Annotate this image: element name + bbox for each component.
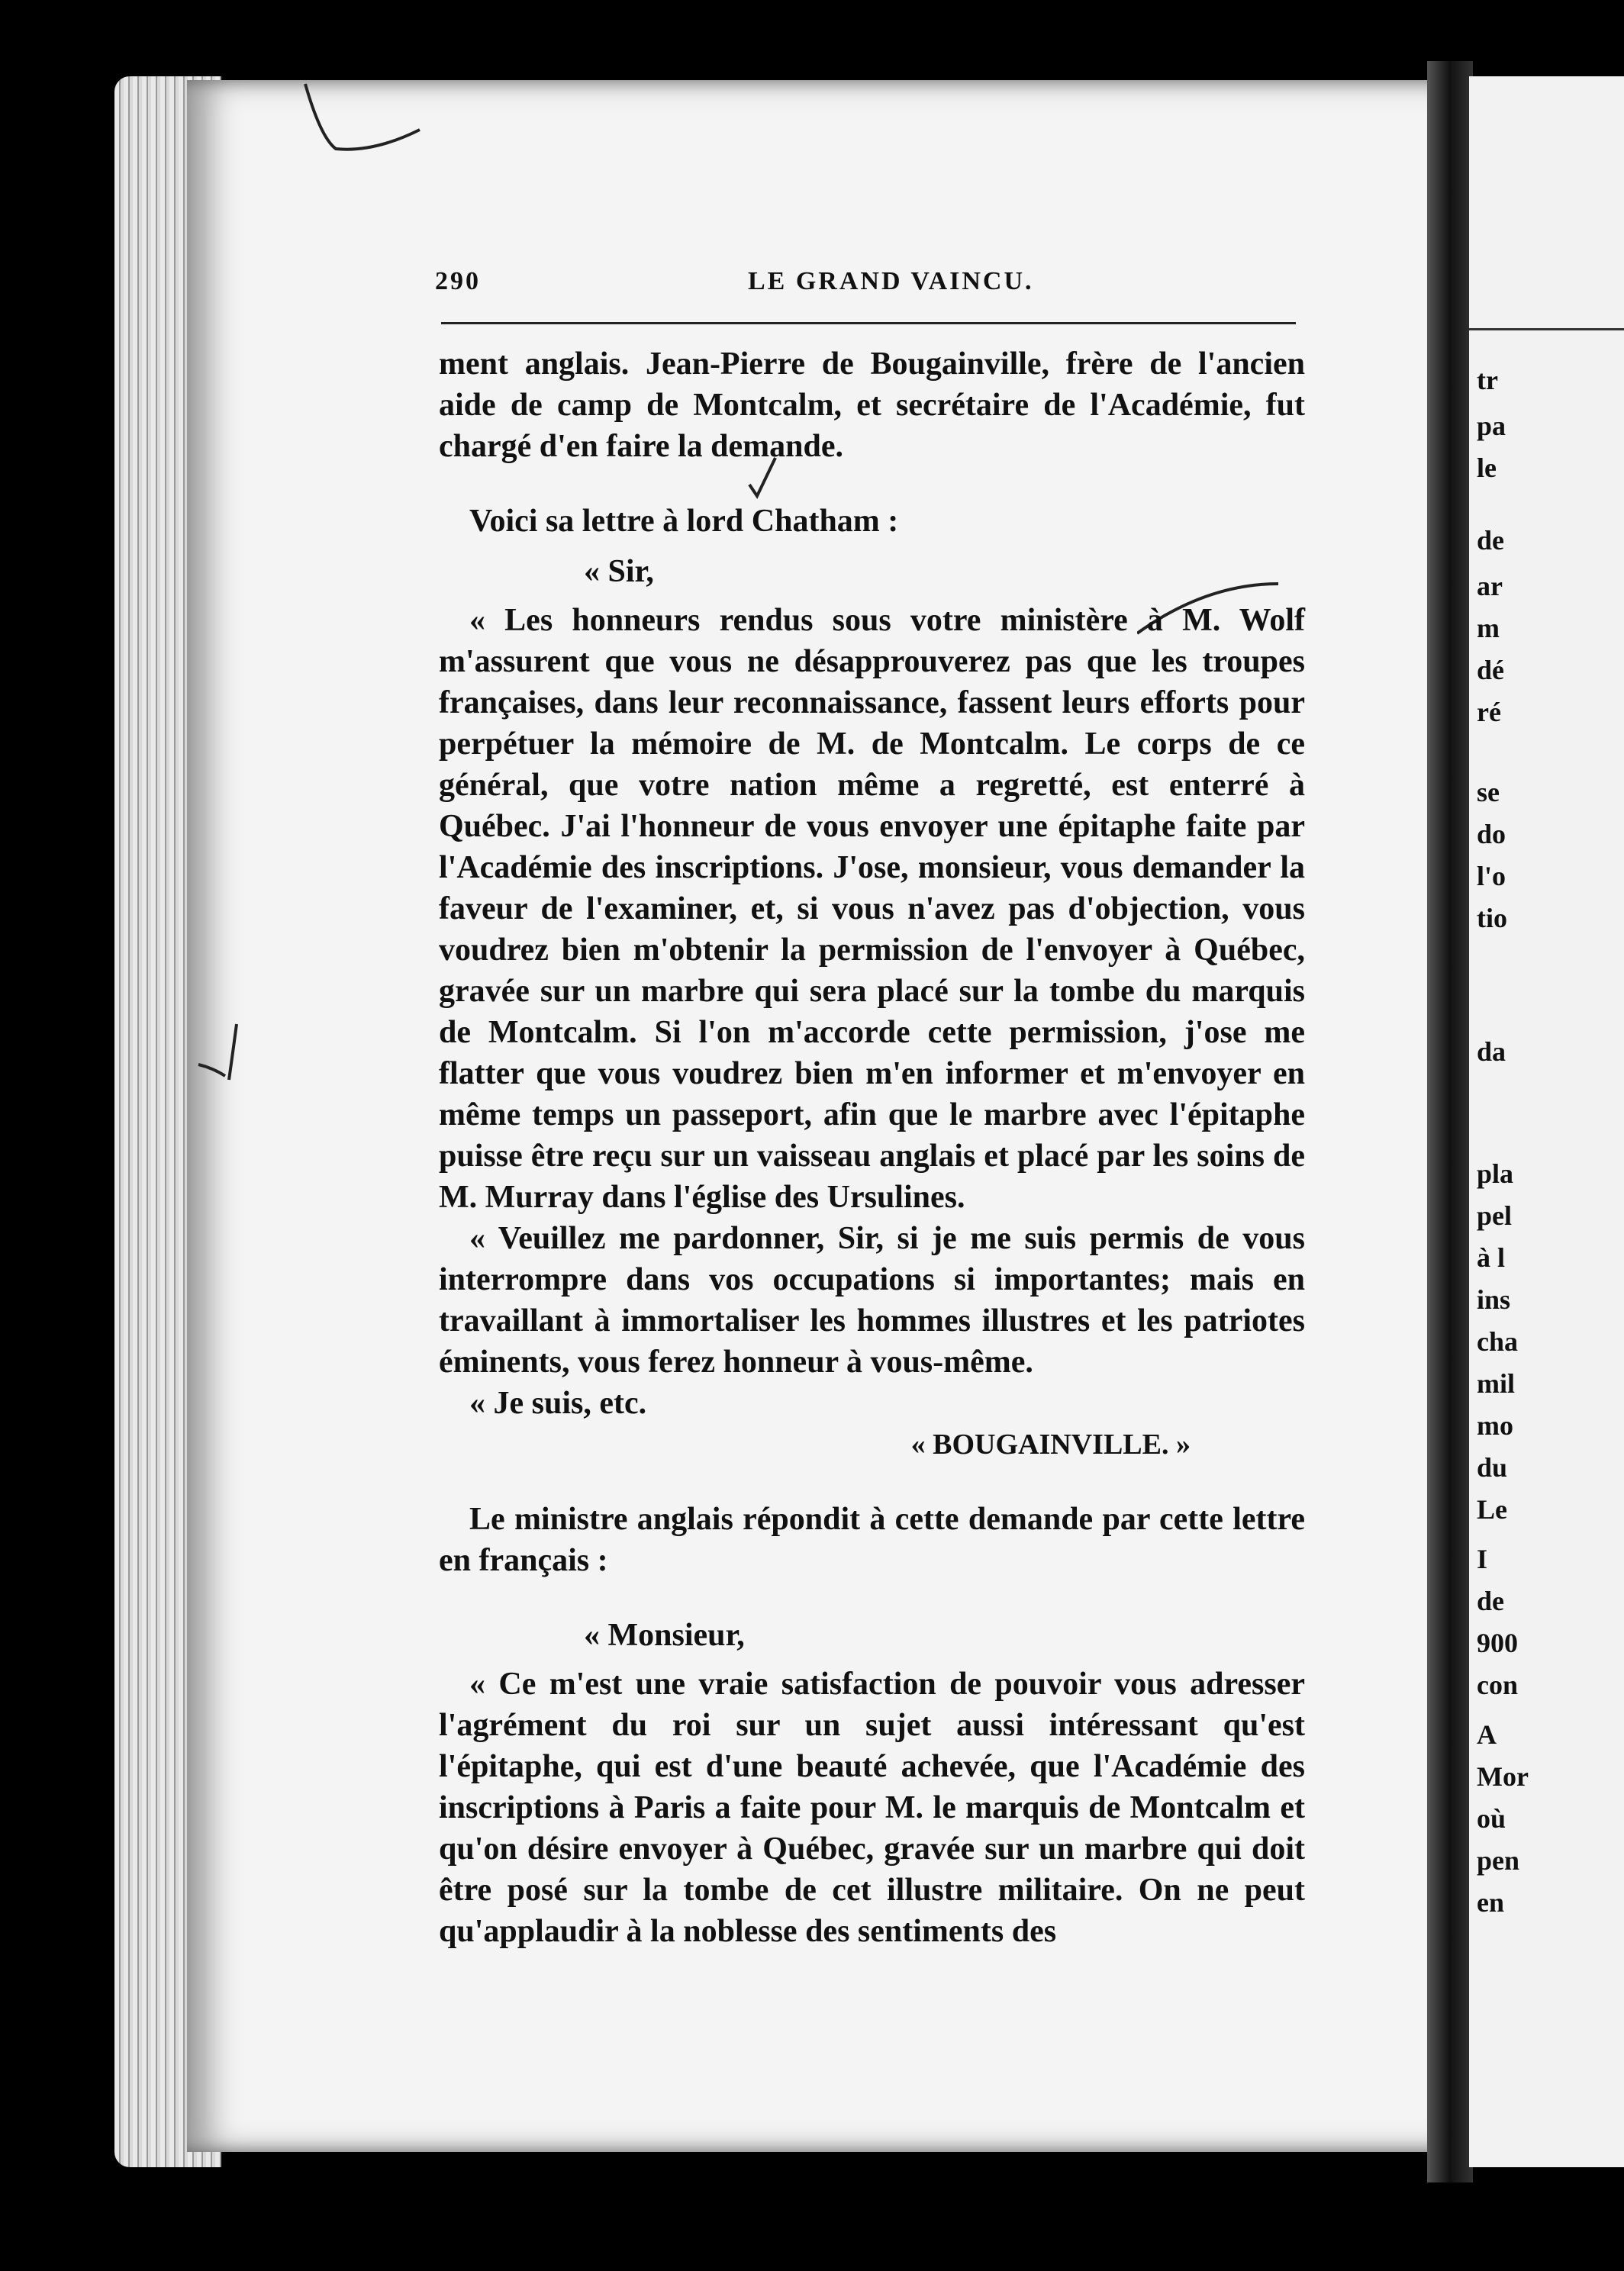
facing-page-line: pla (1477, 1158, 1514, 1189)
facing-page-line: da (1477, 1036, 1506, 1067)
facing-page-line: mo (1477, 1410, 1513, 1441)
facing-page-line: à l (1477, 1242, 1506, 1273)
book-gutter (1427, 61, 1473, 2182)
page-body (439, 343, 1305, 1952)
facing-page-line: du (1477, 1452, 1508, 1483)
facing-page-line: 900 (1477, 1628, 1518, 1658)
letter-paragraph-2: « Veuillez me pardonner, Sir, si je me suis permis de vous interrompre dans vos occupations si importantes; mais en travaillant à immortaliser les hommes illustres et les patriotes éminents, vous ferez honneur à vous-même. (439, 1221, 1305, 1380)
facing-page-line: en (1477, 1887, 1504, 1918)
pencil-mark-margin (191, 1023, 244, 1084)
page-number: 290 (435, 267, 481, 295)
facing-page-line: pa (1477, 411, 1506, 441)
paragraph-continuation: ment anglais. Jean-Pierre de Bougainville, frère de l'ancien aide de camp de Montcalm, et secrétaire de l'Académie, fut chargé d'en faire la demande. (439, 346, 1305, 464)
facing-page-line: tio (1477, 903, 1507, 933)
facing-page-line: ins (1477, 1284, 1511, 1315)
pencil-mark-top-left (290, 76, 427, 168)
reply-paragraph-1: « Ce m'est une vraie satisfaction de pouvoir vous adresser l'agrément du roi sur un sujet aussi intéressant qu'est l'épitaphe, qui est d'une beauté achevée, que l'Académie des inscriptions à Paris a faite pour M. le marquis de Montcalm et qu'on désire envoyer à Québec, gravée sur un marbre qui doit être posé sur la tombe de cet illustre militaire. On ne peut qu'applaudir à la noblesse des sentiments des (439, 1667, 1305, 1949)
facing-page-line: do (1477, 819, 1506, 849)
facing-page-line: le (1477, 453, 1497, 483)
letter-signature: « BOUGAINVILLE. » (910, 1429, 1191, 1461)
facing-page-line: I (1477, 1544, 1488, 1574)
facing-page-line: ré (1477, 697, 1501, 727)
facing-page-line: m (1477, 613, 1500, 643)
facing-page-line: pen (1477, 1845, 1520, 1876)
facing-page-line: dé (1477, 655, 1504, 685)
running-head (435, 267, 1297, 305)
facing-page-line: con (1477, 1670, 1518, 1700)
paragraph-intro-letter: Voici sa lettre à lord Chatham : (469, 504, 899, 539)
facing-page-line: de (1477, 1586, 1504, 1616)
facing-page-line: l'o (1477, 861, 1506, 891)
facing-page-line: Le (1477, 1494, 1507, 1525)
letter-salutation: « Sir, (584, 554, 654, 589)
reply-salutation: « Monsieur, (584, 1618, 745, 1653)
header-rule (441, 322, 1296, 324)
facing-page-line: A (1477, 1719, 1497, 1750)
facing-page-line: pel (1477, 1200, 1513, 1231)
facing-page-line: ar (1477, 571, 1503, 601)
facing-page-rule (1469, 328, 1624, 330)
facing-page-line: cha (1477, 1326, 1518, 1357)
letter-closing: « Je suis, etc. (469, 1386, 647, 1421)
letter-paragraph-1: « Les honneurs rendus sous votre ministère à M. Wolf m'assurent que vous ne désapprouverez pas que les troupes françaises, dans leur reconnaissance, fassent leurs efforts pour perpétuer la mémoire de M. de Montcalm. Le corps de ce général, que votre nation même a regretté, est enterré à Québec. J'ai l'honneur de vous envoyer une épitaphe faite par l'Académie des inscriptions. J'ose, monsieur, vous demander la faveur de l'examiner, et, si vous n'avez pas d'objection, vous voudrez bien m'obtenir la permission de l'envoyer à Québec, gravée sur un marbre qui sera placé sur la tombe du marquis de Montcalm. Si l'on m'accorde cette permission, j'ose me flatter que vous voudrez bien m'en informer et m'envoyer en même temps un passeport, afin que le marbre avec l'épitaphe puisse être reçu sur un vaisseau anglais et placé par les soins de M. Murray dans l'église des Ursulines. (439, 603, 1305, 1215)
facing-page-line: Mor (1477, 1761, 1529, 1792)
facing-page-line: mil (1477, 1368, 1515, 1399)
facing-page-line: où (1477, 1803, 1506, 1834)
running-title: LE GRAND VAINCU. (748, 267, 1034, 295)
facing-page-line: de (1477, 525, 1504, 556)
facing-page-line: tr (1477, 365, 1498, 395)
facing-page-fragment (1469, 76, 1624, 2167)
facing-page-line: se (1477, 777, 1500, 807)
paragraph-reply-intro: Le ministre anglais répondit à cette demande par cette lettre en français : (439, 1502, 1305, 1578)
